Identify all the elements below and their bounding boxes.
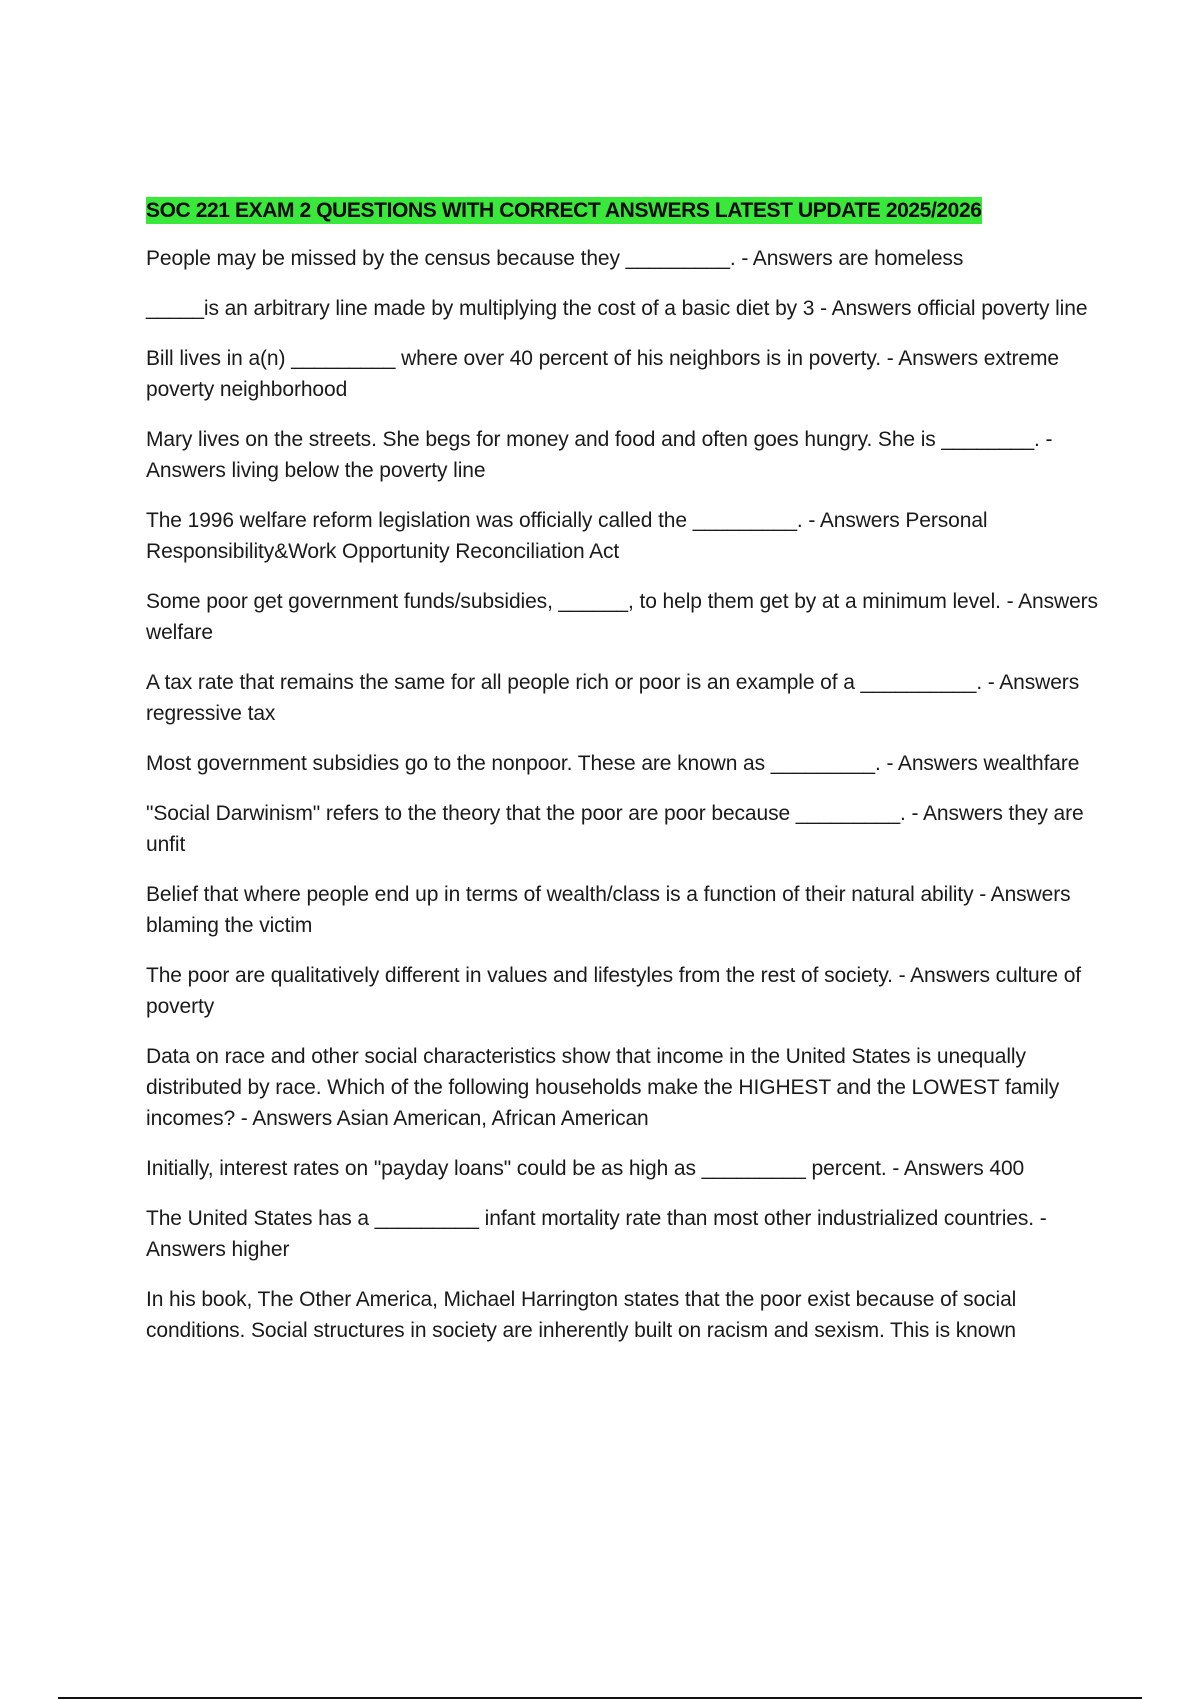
qa-item-8: Most government subsidies go to the nonpoor. These are known as _________. - Answers wealthfare bbox=[146, 752, 1080, 775]
title-block bbox=[146, 194, 1101, 229]
qa-item-13: Initially, interest rates on "payday loans" could be as high as _________ percent. - Answers 400 bbox=[146, 1157, 1025, 1180]
qa-item-4: Mary lives on the streets. She begs for money and food and often goes hungry. She is ________. - Answers living below the poverty line bbox=[146, 428, 1053, 482]
qa-item-1: People may be missed by the census because they _________. - Answers are homeless bbox=[146, 247, 964, 270]
qa-item-10: Belief that where people end up in terms of wealth/class is a function of their natural ability - Answers blaming the victim bbox=[146, 883, 1071, 937]
qa-item-14: The United States has a _________ infant mortality rate than most other industrialized countries. - Answers higher bbox=[146, 1207, 1047, 1261]
qa-item-11: The poor are qualitatively different in values and lifestyles from the rest of society. - Answers culture of poverty bbox=[146, 964, 1082, 1018]
qa-item-6: Some poor get government funds/subsidies, ______, to help them get by at a minimum level. - Answers welfare bbox=[146, 590, 1098, 644]
qa-item-15: In his book, The Other America, Michael Harrington states that the poor exist because of social conditions. Social structures in society are inherently built on racism and sexism. This is known bbox=[146, 1288, 1017, 1342]
qa-item-7: A tax rate that remains the same for all people rich or poor is an example of a __________. - Answers regressive tax bbox=[146, 671, 1080, 725]
document-title: SOC 221 EXAM 2 QUESTIONS WITH CORRECT ANSWERS LATEST UPDATE 2025/2026 bbox=[146, 199, 982, 222]
qa-item-12: Data on race and other social characteristics show that income in the United States is unequally distributed by race. Which of the following households make the HIGHEST and the LOWEST family incomes? - Answers Asian American, African American bbox=[146, 1045, 1060, 1130]
footer-divider bbox=[58, 1697, 1142, 1699]
qa-item-3: Bill lives in a(n) _________ where over 40 percent of his neighbors is in poverty. - Answers extreme poverty neighborhood bbox=[146, 347, 1059, 401]
qa-item-2: _____is an arbitrary line made by multiplying the cost of a basic diet by 3 - Answers official poverty line bbox=[146, 297, 1088, 320]
document-content bbox=[146, 194, 1101, 1365]
qa-item-5: The 1996 welfare reform legislation was officially called the _________. - Answers Personal Responsibility&Work Opportunity Reconciliation Act bbox=[146, 509, 988, 563]
qa-item-9: "Social Darwinism" refers to the theory that the poor are poor because _________. - Answers they are unfit bbox=[146, 802, 1084, 856]
